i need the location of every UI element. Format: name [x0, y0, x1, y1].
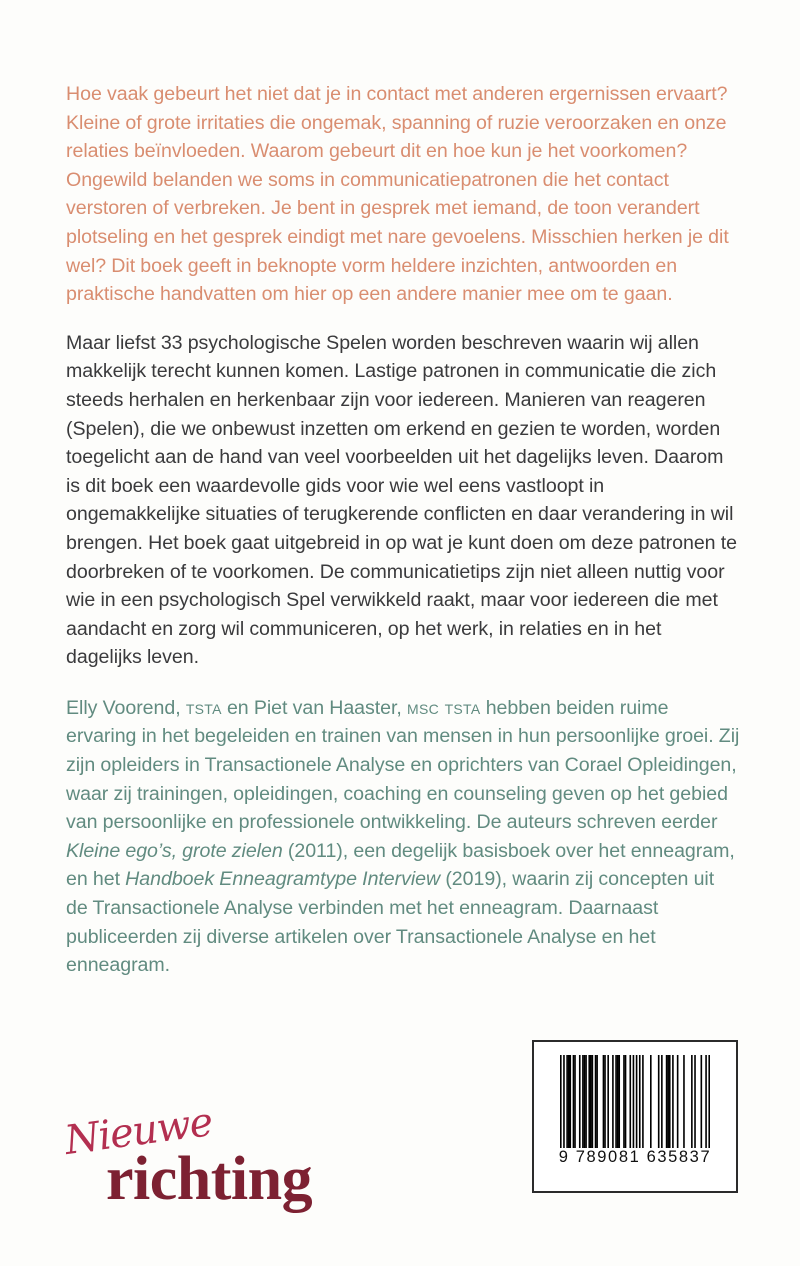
- barcode-digits: 9 789081 635837: [558, 1148, 712, 1166]
- author-bio-text: Elly Voorend,: [66, 696, 186, 719]
- barcode-bars: [560, 1055, 710, 1148]
- description-paragraph: Maar liefst 33 psychologische Spelen worden beschreven waarin wij allen makkelijk terecht kunnen komen. Lastige patronen in communicatie die zich steeds herhalen en herkenbaar zijn voor iedereen. Manieren van reageren (Spelen), die we onbewust inzetten om erkend en gezien te worden, worden toegelicht aan de hand van veel voorbeelden uit het dagelijks leven. Daarom is dit boek een waardevolle gids voor wie wel eens vastloopt in ongemakkelijke situaties of terugkerende conflicten en daar verandering in wil brengen. Het boek gaat uitgebreid in op wat je kunt doen om deze patronen te doorbreken of te voorkomen. De communicatietips zijn niet alleen nuttig voor wie in een psychologisch Spel verwikkeld raakt, maar voor iedereen die met aandacht en zorg wil communiceren, op het werk, in relaties en in het dagelijks leven.: [66, 331, 737, 669]
- author-bio-text: (2019), waarin zij concepten uit de Transactionele Analyse verbinden met het enneagram. Daarnaast publiceerden zij diverse artikelen over Transactionele Analyse en het enneagram.: [66, 868, 715, 977]
- book-title-italic: Kleine ego’s, grote zielen: [66, 839, 283, 862]
- publisher-logo-script-word: Nieuwe: [61, 1099, 215, 1164]
- book-title-italic: Handboek Enneagramtype Interview: [125, 868, 441, 891]
- blurb-paragraph: Hoe vaak gebeurt het niet dat je in contact met anderen ergernissen ervaart? Kleine of grote irritaties die ongemak, spanning of ruzie veroorzaken en onze relaties beïnvloeden. Waarom gebeurt dit en hoe kun je het voorkomen? Ongewild belanden we soms in communicatiepatronen die het contact verstoren of verbreken. Je bent in gesprek met iemand, de toon verandert plotseling en het gesprek eindigt met nare gevoelens. Misschien herken je dit wel? Dit boek geeft in beknopte vorm heldere inzichten, antwoorden en praktische handvatten om hier op een andere manier mee om te gaan.: [66, 83, 729, 306]
- author-bio-text: en Piet van Haaster,: [221, 696, 408, 719]
- back-cover-text-block: [66, 80, 740, 1000]
- author-bio-text: hebben beiden ruime ervaring in het begeleiden en trainen van mensen in hun persoonlijke groei. Zij zijn opleiders in Transactionele Analyse en oprichters van Corael Opleidingen, waar zij trainingen, opleidingen, coaching en counseling geven op het gebied van persoonlijke en professionele ontwikkeling. De auteurs schreven eerder: [66, 696, 740, 834]
- publisher-logo: [61, 1099, 314, 1213]
- author-credential: msc tsta: [407, 696, 481, 719]
- barcode-inner: [534, 1042, 736, 1191]
- author-bio-paragraph: [66, 694, 740, 980]
- isbn-barcode: [532, 1040, 738, 1193]
- author-bio-text: (2011), een degelijk basisboek over het enneagram, en het: [66, 839, 735, 891]
- author-credential: tsta: [185, 696, 222, 719]
- publisher-logo-serif-word: richting: [106, 1145, 313, 1213]
